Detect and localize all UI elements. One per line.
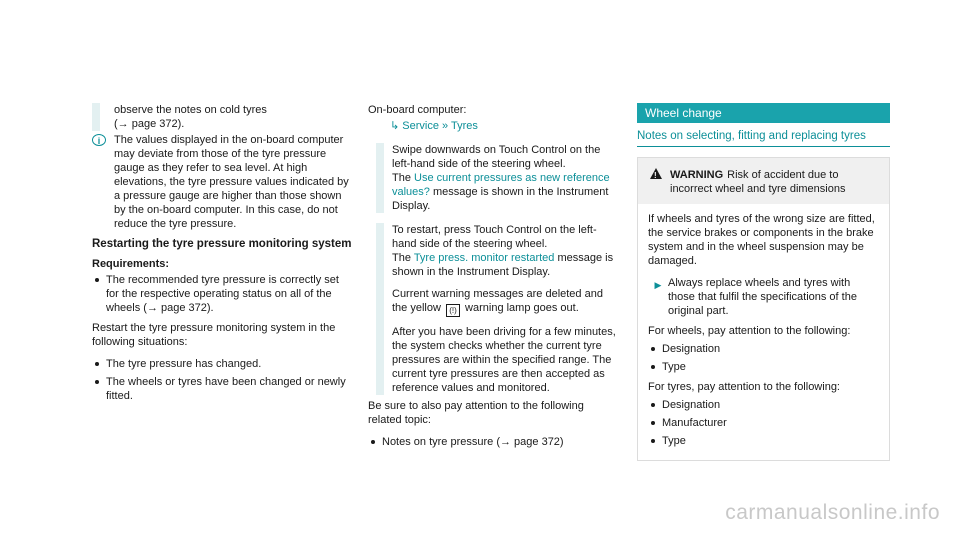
text: The [392, 252, 414, 264]
text: Current warning messages are deleted and the yellow [392, 288, 603, 314]
list-item: Manufacturer [648, 416, 879, 430]
step-2-body [376, 223, 620, 395]
subsection-heading: Notes on selecting, fitting and replacing tyres [637, 129, 890, 147]
lead-line-2: (→ page 372). [114, 118, 185, 130]
text: message is shown in the Instrument Display. [392, 186, 609, 212]
display-message-link: Tyre press. monitor restarted [413, 252, 555, 264]
wheels-intro: For wheels, pay attention to the following: [648, 325, 851, 337]
warning-word: WARNING [670, 169, 724, 181]
list-item: The wheels or tyres have been changed or newly fitted. [92, 375, 354, 403]
step-1-text-a: Swipe downwards on Touch Control on the left-hand side of the steering wheel. [392, 144, 601, 170]
column-middle [368, 103, 620, 455]
info-icon: i [92, 134, 106, 146]
obc-label: On-board computer: [368, 104, 467, 116]
text: The [392, 172, 415, 184]
warning-step-text: Always replace wheels and tyres with those that fulfil the specifications of the original part. [668, 277, 857, 317]
restart-heading: Restarting the tyre pressure monitoring system [92, 238, 352, 250]
warning-box [637, 157, 890, 461]
path-arrow-icon: ↳ [390, 120, 400, 132]
related-list [368, 435, 620, 449]
step-arrow-icon: ▶ [376, 147, 384, 157]
warning-step [648, 276, 879, 318]
text: warning lamp goes out. [461, 302, 579, 314]
related-topic-intro: Be sure to also pay attention to the following related topic: [368, 400, 584, 426]
warning-body: If wheels and tyres of the wrong size are fitted, the service brakes or components in the brake system and in the wheel suspension may be damaged. [648, 213, 875, 267]
list-item: Designation [648, 342, 879, 356]
tyres-list [648, 398, 879, 448]
tyre-pressure-warning-lamp-icon: (!) [446, 304, 460, 317]
menu-path [390, 119, 620, 133]
column-left [92, 103, 354, 409]
list-item: Designation [648, 398, 879, 412]
step-arrow-icon: ▶ [654, 280, 662, 290]
warning-header [638, 158, 889, 204]
warning-triangle-icon: ! [648, 168, 666, 180]
path-service: Service [402, 120, 439, 132]
step-1 [368, 143, 620, 213]
step-2 [368, 223, 620, 395]
step-2-text-a: To restart, press Touch Control on the left-hand side of the steering wheel. [392, 224, 597, 250]
cold-tyres-note [92, 103, 354, 131]
warning-title: Risk of accident due to incorrect wheel and tyre dimensions [670, 169, 846, 195]
section-banner: Wheel change [637, 103, 890, 123]
step-arrow-icon: ▶ [376, 227, 384, 237]
warning-content [638, 204, 889, 448]
step-2-text-b [392, 251, 620, 279]
path-tyres: Tyres [451, 120, 478, 132]
list-item: The recommended tyre pressure is correctly set for the respective operating status on all of the wheels (→ page 372). [92, 273, 354, 315]
warning-title-line [670, 168, 879, 196]
list-item: Notes on tyre pressure (→ page 372) [368, 435, 620, 449]
step-2-monitoring-text: After you have been driving for a few minutes, the system checks whether the current tyre pressures are within the specified range. The current tyre pressures are then accepted as reference values and monitored. [392, 326, 616, 394]
step-2-warning-lamp-text [392, 287, 620, 317]
wheels-list [648, 342, 879, 374]
situations-list [92, 357, 354, 403]
step-1-text-b [392, 171, 620, 213]
requirements-label: Requirements: [92, 258, 170, 270]
double-chevron-icon: » [442, 120, 449, 132]
column-right [637, 103, 890, 461]
restart-intro: Restart the tyre pressure monitoring system in the following situations: [92, 322, 336, 348]
tyres-intro: For tyres, pay attention to the following: [648, 381, 840, 393]
info-note-text: The values displayed in the on-board computer may deviate from those of the tyre pressure gauge as they refer to sea level. At high elevations, the tyre pressure values indicated by a pressure gauge are higher than those shown by the on-board computer. In this case, do not reduce the tyre pressure. [114, 134, 349, 230]
info-note [92, 133, 354, 231]
list-item: Type [648, 434, 879, 448]
step-1-body [376, 143, 620, 213]
watermark: carmanualsonline.info [725, 501, 940, 524]
display-message-link: Use current pressures as new reference values? [392, 172, 610, 198]
requirements-list [92, 273, 354, 315]
text: message is shown in the Instrument Display. [392, 252, 614, 278]
lead-line-1: observe the notes on cold tyres [114, 104, 267, 116]
list-item: The tyre pressure has changed. [92, 357, 354, 371]
list-item: Type [648, 360, 879, 374]
